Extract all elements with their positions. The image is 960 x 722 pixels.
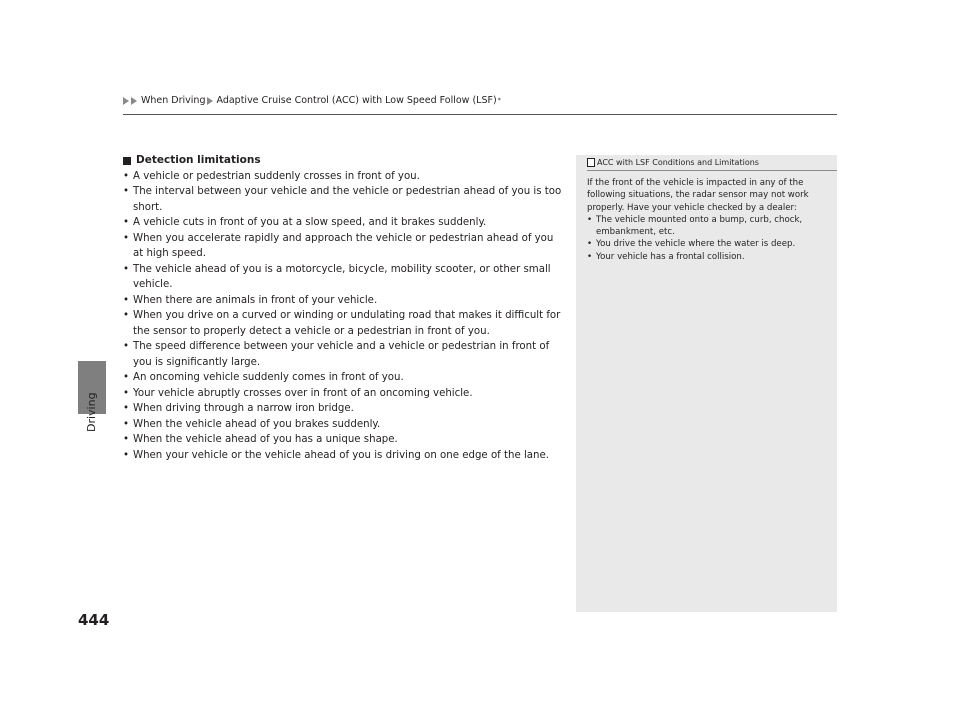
list-item-text: A vehicle cuts in front of you at a slow speed, and it brakes suddenly. bbox=[133, 217, 487, 228]
bullet-icon: • bbox=[123, 449, 130, 461]
bullet-icon: • bbox=[587, 251, 593, 262]
list-item-text: When your vehicle or the vehicle ahead of you is driving on one edge of the lane. bbox=[133, 449, 549, 461]
header-divider bbox=[123, 114, 837, 115]
sidebar-note-body bbox=[587, 177, 827, 263]
bullet-icon: • bbox=[123, 170, 130, 182]
breadcrumb-arrow-icon bbox=[123, 97, 129, 105]
breadcrumb-arrow-icon bbox=[207, 97, 213, 105]
sidebar-divider bbox=[587, 170, 837, 171]
detection-limitations-list bbox=[123, 169, 563, 464]
list-item bbox=[123, 308, 563, 339]
sidebar-note-header bbox=[587, 157, 837, 169]
section-heading-text: Detection limitations bbox=[136, 154, 261, 166]
bullet-icon: • bbox=[123, 217, 130, 228]
bullet-icon: • bbox=[123, 294, 130, 306]
list-item bbox=[123, 262, 563, 293]
list-item-text: When you drive on a curved or winding or undulating road that makes it difficult for the sensor to properly detect a vehicle or a pedestrian in front of you. bbox=[133, 310, 561, 337]
list-item bbox=[123, 293, 563, 309]
main-content bbox=[123, 153, 563, 463]
list-item-text: The vehicle mounted onto a bump, curb, chock, embankment, etc. bbox=[596, 214, 803, 238]
bullet-icon: • bbox=[123, 341, 130, 352]
list-item bbox=[123, 215, 563, 231]
list-item bbox=[123, 339, 563, 370]
bullet-icon: • bbox=[123, 403, 130, 414]
breadcrumb-arrow-icon bbox=[131, 97, 137, 105]
list-item bbox=[587, 251, 827, 263]
list-item bbox=[123, 370, 563, 386]
list-item bbox=[123, 184, 563, 215]
heading-square-icon bbox=[123, 157, 131, 165]
bullet-icon: • bbox=[587, 214, 593, 225]
list-item-text: The interval between your vehicle and the vehicle or pedestrian ahead of you is too short. bbox=[133, 186, 562, 213]
sidebar-note bbox=[576, 155, 837, 612]
list-item bbox=[123, 401, 563, 417]
section-tab-label: Driving bbox=[85, 392, 98, 432]
sidebar-note-list bbox=[587, 214, 827, 263]
list-item bbox=[587, 238, 827, 250]
bullet-icon: • bbox=[587, 239, 593, 250]
list-item-text: Your vehicle abruptly crosses over in front of an oncoming vehicle. bbox=[133, 387, 473, 399]
list-item bbox=[587, 214, 827, 239]
list-item bbox=[123, 448, 563, 464]
list-item bbox=[123, 231, 563, 262]
section-heading bbox=[123, 153, 563, 169]
sidebar-note-title: ACC with LSF Conditions and Limitations bbox=[597, 158, 759, 167]
breadcrumb-item-when-driving[interactable]: When Driving bbox=[141, 95, 206, 106]
bullet-icon: • bbox=[123, 232, 130, 244]
list-item-text: When the vehicle ahead of you has a unique shape. bbox=[133, 434, 398, 445]
list-item bbox=[123, 432, 563, 448]
breadcrumb bbox=[123, 95, 501, 106]
list-item-text: When driving through a narrow iron bridge. bbox=[133, 403, 354, 414]
sidebar-note-intro: If the front of the vehicle is impacted in any of the following situations, the radar sensor may not work properly. Have your vehicle checked by a dealer: bbox=[587, 178, 809, 213]
list-item-text: The speed difference between your vehicle and a vehicle or pedestrian in front of you is significantly large. bbox=[133, 341, 550, 368]
list-item-text: When the vehicle ahead of you brakes suddenly. bbox=[133, 418, 381, 430]
page-number: 444 bbox=[78, 611, 110, 629]
list-item-text: The vehicle ahead of you is a motorcycle, bicycle, mobility scooter, or other small vehicle. bbox=[133, 263, 551, 290]
list-item-text: An oncoming vehicle suddenly comes in front of you. bbox=[133, 372, 404, 383]
list-item bbox=[123, 417, 563, 433]
bullet-icon: • bbox=[123, 186, 130, 197]
list-item-text: When you accelerate rapidly and approach the vehicle or pedestrian ahead of you at high speed. bbox=[133, 232, 554, 259]
bullet-icon: • bbox=[123, 263, 130, 275]
list-item-text: A vehicle or pedestrian suddenly crosses in front of you. bbox=[133, 170, 420, 182]
list-item-text: You drive the vehicle where the water is deep. bbox=[596, 239, 796, 250]
bullet-icon: • bbox=[123, 418, 130, 430]
bullet-icon: • bbox=[123, 372, 130, 383]
bullet-icon: • bbox=[123, 387, 130, 399]
bullet-icon: • bbox=[123, 310, 130, 321]
bullet-icon: • bbox=[123, 434, 130, 445]
breadcrumb-asterisk: * bbox=[497, 97, 501, 104]
list-item-text: Your vehicle has a frontal collision. bbox=[596, 251, 745, 262]
list-item-text: When there are animals in front of your vehicle. bbox=[133, 294, 378, 306]
list-item bbox=[123, 169, 563, 185]
breadcrumb-item-acc-lsf[interactable]: Adaptive Cruise Control (ACC) with Low Speed Follow (LSF) bbox=[216, 95, 497, 106]
note-icon bbox=[587, 158, 595, 167]
list-item bbox=[123, 386, 563, 402]
